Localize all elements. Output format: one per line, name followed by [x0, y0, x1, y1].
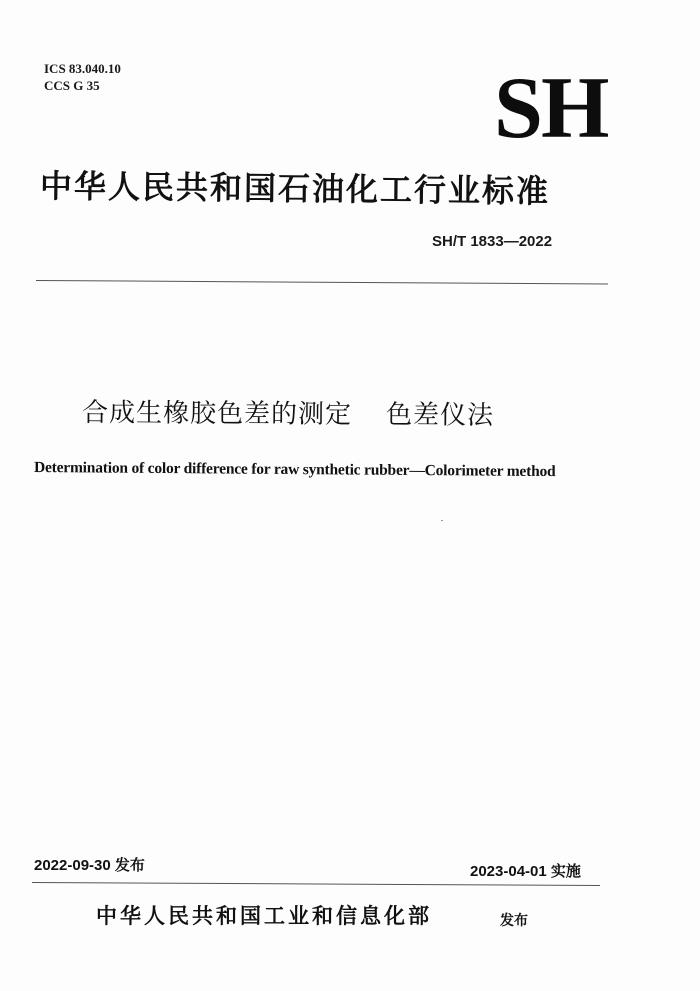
- implementation-date: 2023-04-01 实施: [470, 863, 581, 880]
- standard-category-title: 中华人民共和国石油化工行业标准: [39, 167, 551, 211]
- classification-codes: [44, 60, 121, 94]
- publish-label: 发布: [500, 913, 528, 929]
- publisher-name: 中华人民共和国工业和信息化部: [96, 904, 432, 928]
- standard-number: SH/T 1833—2022: [432, 233, 553, 250]
- issue-date: 2022-09-30 发布: [34, 857, 145, 874]
- document-title-en: Determination of color difference for raw synthetic rubber—Colorimeter method: [33, 459, 556, 481]
- sh-logo: SH: [494, 60, 608, 157]
- document-title-cn: [82, 396, 494, 433]
- document-title-cn-main: 合成生橡胶色差的测定: [81, 398, 353, 430]
- top-divider: [36, 280, 608, 284]
- bottom-divider: [32, 882, 600, 886]
- ics-code: ICS 83.040.10: [44, 61, 121, 76]
- ccs-code: CCS G 35: [44, 78, 100, 93]
- document-title-cn-sub: 色差仪法: [385, 400, 495, 431]
- scan-speck: [441, 520, 443, 521]
